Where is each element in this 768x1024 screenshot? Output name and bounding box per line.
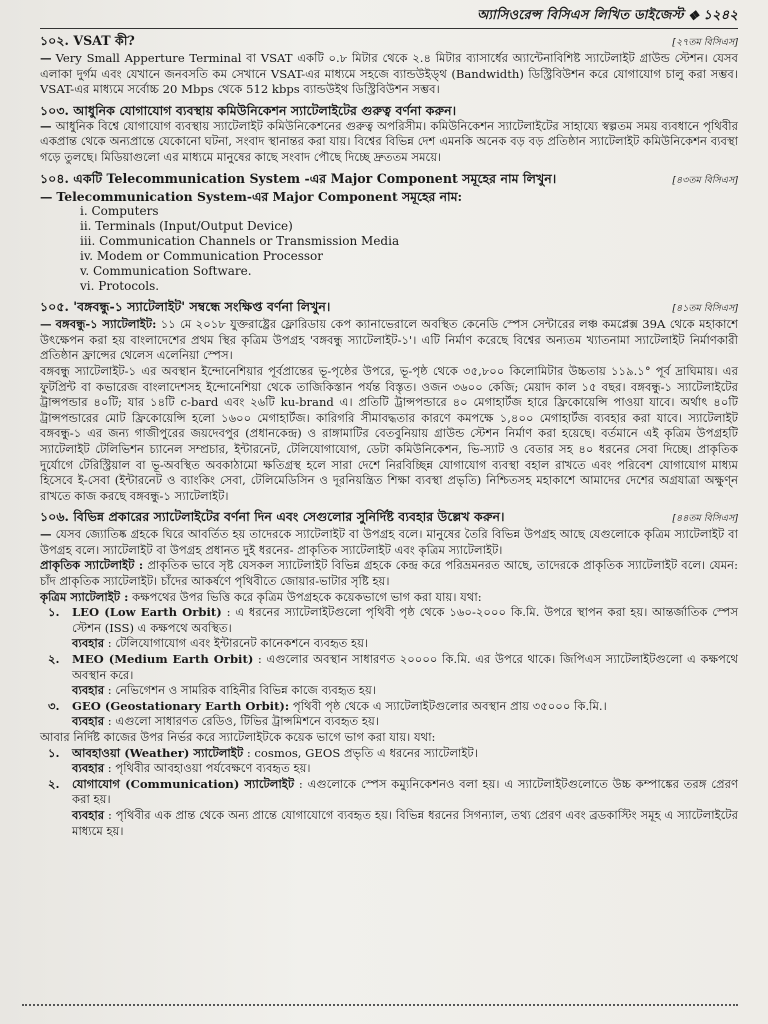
natural-satellite: প্রাকৃতিক স্যাটেলাইট : প্রাকৃতিক ভাবে সৃষ্ট যেসকল স্যাটেলাইট বিভিন্ন গ্রহকে কেন্দ্র করে পরিভ্রমনরত আছে, তাদেরকে প্রাকৃতিক স্যাটেলাইট বলে। যেমন: চাঁদ প্রাকৃতিক স্যাটেলাইট। চাঁদের আকর্ষণে পৃথিবীতে জোয়ার-ভাটার সৃষ্টি হয়।	[40, 558, 738, 589]
orbit-item-leo: ১. LEO (Low Earth Orbit) : এ ধরনের স্যাটেলাইটগুলো পৃথিবী পৃষ্ঠ থেকে ১৬০-২০০০ কি.মি. উপরে স্থাপন করা হয়। আন্তর্জাতিক স্পেস স্টেশন (ISS) এ কক্ষপথে অবস্থিত। ব্যবহার : টেলিযোগাযোগ এবং ইন্টারনেট কানেকশনে ব্যবহৃত হয়।	[48, 605, 739, 651]
artificial-satellite: কৃত্রিম স্যাটেলাইট : কক্ষপথের উপর ভিত্তি করে কৃত্রিম উপগ্রহকে কয়েকভাগে ভাগ করা যায়। যথা:	[40, 589, 482, 604]
exam-tag: [৪১তম বিসিএস]	[672, 303, 738, 315]
question-105-paragraph-2: বঙ্গবন্ধু স্যাটেলাইট-১ এর অবস্থান ইন্দোনেশিয়ার পূর্বপ্রান্তের ভূ-পৃষ্ঠের উপরে, ভূ-পৃষ্ঠ থেকে ৩৫,৮০০ কিলোমিটার উচ্চতায় ১১৯.১° পূর্ব দ্রাঘিমায়। এর ফুটপ্রিন্ট বা কভারেজ বাংলাদেশসহ ইন্দোনেশিয়া থেকে তাজিকিস্তান পর্যন্ত বিস্তৃত। ওজন ৩৬০০ কেজি; মেয়াদ কাল ১৫ বছর। বঙ্গবন্ধু-১ স্যাটেলাইটের ট্রান্সপন্ডার ৪০টি; যার ১৪টি c-bard এবং ২৬টি ku-brand এ। প্রতিটি ট্রান্সপন্ডারে ৪০ মেগাহার্টজ হারে ফ্রিকোয়েন্সি পাওয়া যাবে। অর্থাৎ ৪০টি ট্রান্সপন্ডারের মোট ফ্রিকোয়েন্সি হলো ১৬০০ মেগাহার্টজ। কারিগরি সীমাবদ্ধতার কারণে কমপক্ষে ১,৪০০ মেগাহার্টজ ব্যবহার করা যাবে। স্যাটেলাইট বঙ্গবন্ধু-১ এর জন্য গাজীপুরের জয়দেবপুর (প্রধানকেন্দ্র) ও রাঙ্গামাটির বেতবুনিয়ায় গ্রাউন্ড স্টেশন নির্মাণ করা হয়েছে। বর্তমানে এই কৃত্রিম উপগ্রহটি স্যাটেলাইট টেলিভিশন চ্যানেল সম্প্রচার, ইন্টারনেট, টেলিযোগাযোগ, ডেটা কমিউনিকেশন, ভি-স্যাট ও বেতার সহ ৪০ ধরনের সেবা দিচ্ছে। প্রাকৃতিক দুর্যোগে টেরিস্ট্রিয়াল বা ভূ-অবস্থিত অবকাঠামো ক্ষতিগ্রস্থ হলে সারা দেশে নিরবিচ্ছিন্ন যোগাযোগ ব্যবস্থা বহাল রাখতে এবং পরিবেশ যোগাযোগ মাধ্যম হিসেবে ই-সেবা (ইন্টারনেট ও ব্যাংকিং সেবা, টেলিমেডিসিন ও দূরনিয়ন্ত্রিত শিক্ষা ব্যবস্থা প্রভৃতি) নিশ্চিতসহ মহাকাশে আমাদের দেশের অগ্রযাত্রা অক্ষুণ্ন রাখতে কাজ করছে বঙ্গবন্ধু-১ স্যাটেলাইট।	[40, 363, 738, 503]
header-title: অ্যাসিওরেন্স বিসিএস লিখিত ডাইজেস্ট	[477, 7, 684, 23]
question-103-answer: — আধুনিক বিশ্বে যোগাযোগ ব্যবস্থায় স্যাটেলাইট কমিউনিকেশনের গুরুত্ব অপরিসীম। কমিউনিকেশন স্যাটেলাইটের সাহায্যে স্বল্পতম সময় ব্যবধানে পৃথিবীর একপ্রান্ত থেকে অন্যপ্রান্তে যেকোনো ঘটনা, সংবাদ স্থানান্তর করা যায়। বিশ্বের বিভিন্ন দেশ এমনকি অনেক বড় বড় প্রতিষ্ঠান স্যাটেলাইট কমিউনিকেশন ব্যবস্থা গড়ে তুলছে। মিডিয়াগুলো এর মাধ্যমে মানুষের কাছে সংবাদ পৌছে দিচ্ছে দ্রুততম সময়ে।	[40, 118, 738, 164]
exam-tag: [২৭তম বিসিএস]	[672, 37, 738, 48]
orbit-item-geo: ৩. GEO (Geostationary Earth Orbit): পৃথিবী পৃষ্ঠ থেকে এ স্যাটেলাইটগুলোর অবস্থান প্রায় ৩৫০০০ কি.মি.। ব্যবহার : এগুলো সাধারণত রেডিও, টিভির ট্রান্সমিশনে ব্যবহৃত হয়।	[48, 698, 607, 729]
list-item: v. Communication Software.	[80, 264, 252, 279]
question-103	[40, 103, 738, 166]
question-104-heading: ১০৪. একটি Telecommunication System -এর Major Component সমূহের নাম লিখুন। [৪৩তম বিসিএস]	[40, 171, 738, 189]
question-106-intro: — যেসব জ্যোতিষ্ক গ্রহকে ঘিরে আবর্তিত হয় তাদেরকে স্যাটেলাইট বা উপগ্রহ বলে। মানুষের তৈরি বিভিন্ন উপগ্রহ আছে যেগুলোকে কৃত্রিম স্যাটেলাইট বা উপগ্রহ বলে। স্যাটেলাইট বা উপগ্রহ প্রধানত দুই ধরনের- প্রাকৃতিক স্যাটেলাইট এবং কৃত্রিম স্যাটেলাইট।	[40, 527, 738, 557]
question-106-heading: ১০৬. বিভিন্ন প্রকারের স্যাটেলাইটের বর্ণনা দিন এবং সেগুলোর সুনির্দিষ্ট ব্যবহার উল্লেখ করুন। [৪৪তম বিসিএস]	[40, 509, 738, 527]
footer-dotted-rule	[22, 1004, 738, 1006]
list-item: iv. Modem or Communication Processor	[80, 249, 323, 264]
question-102-answer: — Very Small Apperture Terminal বা VSAT একটি ০.৮ মিটার থেকে ২.৪ মিটার ব্যাসার্ধের অ্যান্টেনাবিশিষ্ট স্যাটেলাইট গ্রাউন্ড স্টেশন। যেসব এলাকা দুর্গম এবং যেখানে জনবসতি কম সেখানে VSAT-এর মাধ্যমে সহজে ব্যান্ডউইড্থ (Bandwidth) ডিস্ট্রিবিউশন করে যোগাযোগ চালু করা সম্ভব। VSAT-এর মাধ্যমে সর্বোচ্চ 20 Mbps থেকে 512 kbps ব্যান্ডউইথ ডিস্ট্রিবিউশন সম্ভব।	[40, 51, 738, 97]
question-106	[40, 509, 738, 839]
list-item: ii. Terminals (Input/Output Device)	[80, 219, 293, 234]
question-104	[40, 171, 738, 295]
question-105	[40, 299, 738, 504]
question-105-heading: ১০৫. 'বঙ্গবন্ধু-১ স্যাটেলাইট' সম্বন্ধে সংক্ষিপ্ত বর্ণনা লিখুন। [৪১তম বিসিএস]	[40, 299, 738, 317]
header-rule	[40, 28, 738, 29]
orbit-item-meo: ২. MEO (Medium Earth Orbit) : এগুলোর অবস্থান সাধারণত ২০০০০ কি.মি. এর উপরে থাকে। জিপিএস স্যাটেলাইটগুলো এ কক্ষপথে অবস্থান করে। ব্যবহার : নেভিগেশন ও সামরিক বাহিনীর বিভিন্ন কাজে ব্যবহৃত হয়।	[48, 652, 738, 698]
question-105-paragraph-1: — বঙ্গবন্ধু-১ স্যাটেলাইট: ১১ মে ২০১৮ যুক্তরাষ্ট্রের ফ্লোরিডায় কেপ ক্যানাভেরালে অবস্থিত কেনেডি স্পেস সেন্টারের লঞ্চ কমপ্লেক্স 39A থেকে মহাকাশে উৎক্ষেপন করা হয় বাংলাদেশের প্রথম স্থির কৃত্রিম উপগ্রহ 'বঙ্গবন্ধু স্যাটেলাইট-১'। এটি নির্মাণ করেছে বিশ্বের অন্যতম খ্যাতনামা স্যাটেলাইট নির্মাণকারী প্রতিষ্ঠান ফ্রান্সের থেলেস এলেনিয়া স্পেস।	[40, 317, 738, 363]
list-item: i. Computers	[80, 204, 159, 219]
exam-tag: [৪৩তম বিসিএস]	[672, 174, 738, 186]
dash-marker: —	[40, 317, 52, 332]
purpose-item-communication: ২. যোগাযোগ (Communication) স্যাটেলাইট : এগুলোকে স্পেস কম্যুনিকেশনও বলা হয়। এ স্যাটেলাইটগুলোতে উচ্চ কম্পাঙ্কের তরঙ্গ প্রেরণ করা হয়। ব্যবহার : পৃথিবীর এক প্রান্ত থেকে অন্য প্রান্তে যোগাযোগে ব্যবহৃত হয়। বিভিন্ন ধরনের সিগন্যাল, তথ্য প্রেরণ এবং ব্রডকাস্টিং সমূহ এ স্যাটেলাইটের মাধ্যমে হয়।	[48, 776, 738, 838]
dash-marker: —	[40, 527, 52, 542]
question-104-subheading: — Telecommunication System-এর Major Component সমূহের নাম:	[40, 188, 463, 204]
dash-marker: —	[40, 188, 53, 204]
question-102	[40, 33, 738, 98]
list-item: vi. Protocols.	[80, 279, 160, 294]
exam-tag: [৪৪তম বিসিএস]	[672, 513, 738, 525]
question-103-heading: ১০৩. আধুনিক যোগাযোগ ব্যবস্থায় কমিউনিকেশন স্যাটেলাইটের গুরুত্ব বর্ণনা করুন।	[40, 102, 457, 118]
running-header	[40, 6, 738, 26]
list-item: iii. Communication Channels or Transmission Media	[80, 234, 400, 249]
question-102-heading: ১০২. VSAT কী? [২৭তম বিসিএস]	[40, 33, 738, 51]
purpose-item-weather: ১. আবহাওয়া (Weather) স্যাটেলাইট : cosmos, GEOS প্রভৃতি এ ধরনের স্যাটেলাইট। ব্যবহার : পৃথিবীর আবহাওয়া পর্যবেক্ষণে ব্যবহৃত হয়।	[48, 745, 478, 776]
dash-marker: —	[40, 118, 52, 133]
header-separator: ❖	[687, 8, 700, 24]
page-number: ১২৪২	[703, 7, 738, 23]
dash-marker: —	[40, 51, 52, 65]
component-list	[40, 204, 738, 294]
purpose-intro: আবার নির্দিষ্ট কাজের উপর নির্ভর করে স্যাটেলাইটকে কয়েক ভাগে ভাগ করা যায়। যথা:	[40, 730, 436, 744]
